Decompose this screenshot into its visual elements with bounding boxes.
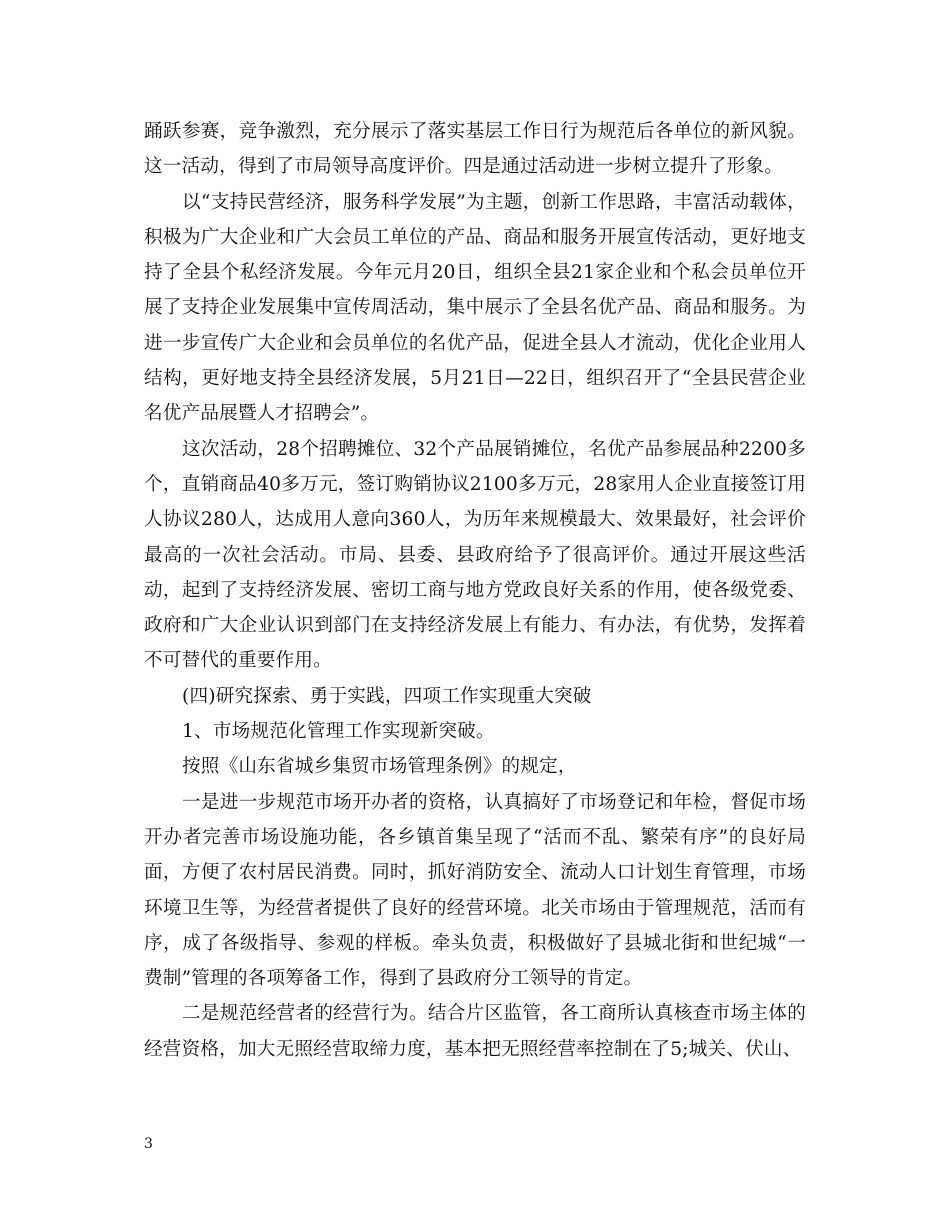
paragraph-6: 二是规范经营者的经营行为。结合片区监管，各工商所认真核查市场主体的经营资格，加大无照经营取缔力度，基本把无照经营率控制在了5;城关、伏山、 [144,1003,806,1060]
section-heading: (四)研究探索、勇于实践，四项工作实现重大突破 [182,685,592,707]
body-text [144,114,806,1067]
subsection-heading: 1、市场规范化管理工作实现新突破。 [182,721,495,743]
paragraph-1: 踊跃参赛，竞争激烈，充分展示了落实基层工作日行为规范后各单位的新风貌。这一活动，得到了市局领导高度评价。四是通过活动进一步树立提升了形象。 [144,121,806,178]
page-number: 3 [144,1136,153,1152]
paragraph-5: 一是进一步规范市场开办者的资格，认真搞好了市场登记和年检，督促市场开办者完善市场设施功能，各乡镇首集呈现了“活而不乱、繁荣有序”的良好局面，方便了农村居民消费。同时，抓好消防安全、流动人口计划生育管理，市场环境卫生等，为经营者提供了良好的经营环境。北关市场由于管理规范，活而有序，成了各级指导、参观的样板。牵头负责，积极做好了县城北街和世纪城“一费制”管理的各项筹备工作，得到了县政府分工领导的肯定。 [144,791,806,990]
paragraph-3: 这次活动，28个招聘摊位、32个产品展销摊位，名优产品参展品种2200多个，直销商品40多万元，签订购销协议2100多万元，28家用人企业直接签订用人协议280人，达成用人意向360人，为历年来规模最大、效果最好，社会评价最高的一次社会活动。市局、县委、县政府给予了很高评价。通过开展这些活动，起到了支持经济发展、密切工商与地方党政良好关系的作用，使各级党委、政府和广大企业认识到部门在支持经济发展上有能力、有办法，有优势，发挥着不可替代的重要作用。 [144,438,806,672]
paragraph-2: 以“支持民营经济，服务科学发展”为主题，创新工作思路，丰富活动载体，积极为广大企业和广大会员工单位的产品、商品和服务开展宣传活动，更好地支持了全县个私经济发展。今年元月20日，组织全县21家企业和个私会员单位开展了支持企业发展集中宣传周活动，集中展示了全县名优产品、商品和服务。为进一步宣传广大企业和会员单位的名优产品，促进全县人才流动，优化企业用人结构，更好地支持全县经济发展，5月21日—22日，组织召开了“全县民营企业名优产品展暨人才招聘会”。 [144,191,806,425]
paragraph-4: 按照《山东省城乡集贸市场管理条例》的规定， [182,756,577,778]
